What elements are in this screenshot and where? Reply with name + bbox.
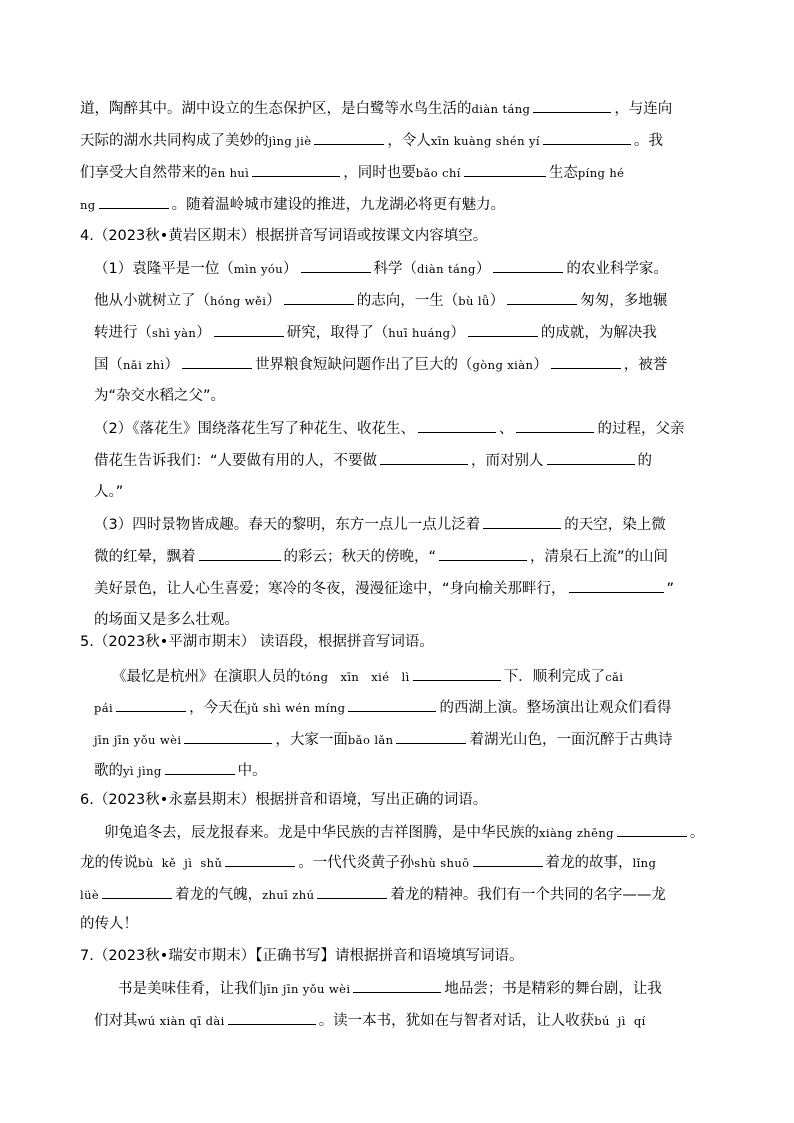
pinyin: zhuī zhú [262,888,315,902]
q6-line-2 [80,852,656,873]
answer-blank[interactable] [551,354,621,369]
q5-line-1 [112,666,623,687]
text: 的农业科学家。 [566,261,668,277]
text: ，被誉 [623,357,668,373]
text: 借花生告诉我们：“人要做有用的人，不要做 [94,453,378,469]
text: 、 [498,421,514,437]
text: 微的红晕，飘着 [94,549,196,565]
text: 卯兔追冬去，辰龙报春来。龙是中华民族的吉祥图腾，是中华民族的 [104,825,539,841]
intro-line-3 [80,162,624,183]
answer-blank[interactable] [483,514,561,529]
pinyin: jìng jiè [268,134,312,148]
answer-blank[interactable] [99,194,169,209]
pinyin: jǔ shì wén míng [247,701,346,715]
pinyin: cǎi [605,670,624,684]
question-title: 5.（2023秋•平湖市期末） 读语段，根据拼音写词语。 [80,634,434,650]
pinyin: yì jìng [123,764,162,778]
answer-blank[interactable] [493,258,563,273]
q4-line-1 [94,258,668,279]
pinyin: wú xiàn qī dài [137,1014,225,1028]
answer-blank[interactable] [353,978,441,993]
pinyin: nǎi zhì [123,358,165,372]
text: 美好景色，让人心生喜爱；寒冷的冬夜，漫漫征途中，“身向榆关那畔行， [94,581,566,597]
pinyin: ēn huì [210,166,250,180]
pinyin: diàn táng [417,262,476,276]
answer-blank[interactable] [617,822,687,837]
text: 着龙的故事， [545,855,633,871]
answer-blank[interactable] [473,852,543,867]
answer-blank[interactable] [165,760,235,775]
answer-blank[interactable] [533,98,611,113]
text: 的成就，为解决我 [540,325,657,341]
pinyin: pái [94,701,114,715]
answer-blank[interactable] [252,162,340,177]
text: 着龙的气魄， [175,887,263,903]
text: ，清泉石上流”的山间 [530,549,669,565]
answer-blank[interactable] [543,130,631,145]
q4-line-2 [94,290,667,311]
question-4-title [80,226,487,246]
text: 。我 [633,133,663,149]
text: ） [283,261,298,277]
text: 匆匆，多地辗 [580,293,668,309]
q4-line-4 [94,354,667,375]
answer-blank[interactable] [380,450,468,465]
question-title: 6.（2023秋•永嘉县期末）根据拼音和语境，写出正确的词语。 [80,792,488,808]
intro-line-2 [80,130,663,151]
answer-blank[interactable] [413,666,501,681]
text: 国（ [94,357,123,373]
pinyin: shì yàn [152,326,197,340]
q5-line-4 [94,760,267,781]
intro-line-4 [80,194,505,215]
text: （3）四时景物皆成趣。春天的黎明，东方一点儿一点儿泛着 [94,517,481,533]
text: 转进行（ [94,325,152,341]
pinyin: jīn jīn yǒu wèi [263,982,351,996]
answer-blank[interactable] [396,729,466,744]
text: 地品尝；书是精彩的舞台剧，让我 [444,981,662,997]
text: ，今天在 [189,700,248,716]
answer-blank[interactable] [569,578,664,593]
text: ） [450,325,465,341]
pinyin: bù lǚ [458,294,490,308]
q4-line-7 [94,450,652,471]
text: ，而对别人 [471,453,544,469]
text: 。一代代炎黄子孙 [298,855,415,871]
pinyin: bǎo lǎn [347,733,394,747]
text: 天际的湖水共同构成了美妙的 [80,133,269,149]
answer-blank[interactable] [317,884,387,899]
text: 的天空，染上微 [564,517,666,533]
text: 书是美味佳肴，让我们 [118,981,263,997]
answer-blank[interactable] [516,418,594,433]
question-7-title [80,946,524,966]
q4-line-9 [94,514,666,535]
q4-line-11 [94,578,674,599]
pinyin: mìn yóu [233,262,284,276]
q4-line-8 [94,482,123,502]
answer-blank[interactable] [439,546,527,561]
answer-blank[interactable] [464,162,546,177]
text: 的过程，父亲 [597,421,685,437]
pinyin: xiàng zhēng [539,826,614,840]
pinyin: hóng wěi [210,294,267,308]
text: 们对其 [94,1013,138,1029]
q4-line-5 [94,386,225,406]
answer-blank[interactable] [214,322,284,337]
q7-line-1 [118,978,662,999]
answer-blank[interactable] [225,852,295,867]
text: ） [475,261,491,277]
answer-blank[interactable] [228,1010,316,1025]
text: ） [196,325,211,341]
text: 为“杂交水稻之父”。 [94,388,226,404]
text: ） [266,293,281,309]
q6-line-4 [80,914,138,934]
question-title: 7.（2023秋•瑞安市期末）【正确书写】请根据拼音和语境填写词语。 [80,948,524,964]
answer-blank[interactable] [418,418,496,433]
pinyin: jīn jīn yǒu wèi [94,733,182,747]
intro-line-1 [80,98,672,119]
text: 下．顺利完成了 [503,669,606,685]
pinyin: bú jì qí [594,1014,646,1028]
q5-line-3 [94,729,672,750]
answer-blank[interactable] [102,884,172,899]
text: 的传人！ [80,916,138,932]
q7-line-2 [94,1010,646,1031]
text: 研究，取得了（ [286,325,389,341]
text: 。随着温岭城市建设的推进，九龙湖必将更有魅力。 [171,197,506,213]
text: ” [666,581,675,597]
pinyin: tóng xīn xié lì [300,670,410,684]
text: ，同时也要 [343,165,416,181]
text: （2）《落花生》围绕落花生写了种花生、收花生、 [94,421,415,437]
pinyin: píng hé [577,166,625,180]
text: 歌的 [94,763,123,779]
text: 龙的传说 [80,855,138,871]
answer-blank[interactable] [301,258,371,273]
answer-blank[interactable] [199,546,281,561]
text: （1）袁隆平是一位（ [94,261,234,277]
text: 的彩云；秋天的傍晚，“ [283,549,437,565]
question-5-title [80,632,434,652]
pinyin: lǐng [632,856,657,870]
pinyin: huī huáng [388,326,451,340]
question-6-title [80,790,487,810]
text: ） [164,357,180,373]
text: 《最忆是杭州》在演职人员的 [112,669,301,685]
text: 他从小就树立了（ [94,293,210,309]
answer-blank[interactable] [182,354,252,369]
text: 的场面又是多么壮观。 [94,612,239,628]
answer-blank[interactable] [547,450,635,465]
pinyin: bǎo chí [415,166,461,180]
question-title: 4.（2023秋•黄岩区期末）根据拼音写词语或按课文内容填空。 [80,228,488,244]
text: 着龙的精神。我们有一个共同的名字——龙 [390,887,666,903]
pinyin: lüè [80,888,100,902]
text: 着湖光山色，一面沉醉于古典诗 [469,732,673,748]
text: 。 [689,825,705,841]
q4-line-3 [94,322,657,343]
pinyin: diàn táng [471,102,531,116]
text: ，令人 [387,133,431,149]
text: ） [489,293,505,309]
text: 的志向，一生（ [356,293,459,309]
q4-line-12 [94,610,239,630]
q5-line-2 [94,697,671,718]
pinyin: xīn kuàng shén yí [430,134,540,148]
text: 道，陶醉其中。湖中设立的生态保护区，是白鹭等水鸟生活的 [80,101,472,117]
text: ，大家一面 [275,732,348,748]
text: 世界粮食短缺问题作出了巨大的（ [255,357,473,373]
answer-blank[interactable] [468,322,538,337]
answer-blank[interactable] [284,290,354,305]
answer-blank[interactable] [507,290,577,305]
text: 的西湖上演。整场演出让观众们看得 [439,700,672,716]
answer-blank[interactable] [184,729,272,744]
pinyin: gòng xiàn [472,358,534,372]
text: ） [533,357,548,373]
q6-line-3 [80,884,666,905]
pinyin: bù kě jì shǔ [138,856,223,870]
text: 生态 [548,165,578,181]
text: 们享受大自然带来的 [80,165,211,181]
answer-blank[interactable] [348,697,436,712]
text: 的 [637,453,653,469]
text: 中。 [237,763,267,779]
q4-line-6 [94,418,684,439]
pinyin: shù shuō [414,856,470,870]
text: 人。” [94,484,124,500]
q4-line-10 [94,546,668,567]
text: 。读一本书，犹如在与智者对话，让人收获 [318,1013,595,1029]
pinyin: ng [80,198,96,212]
q6-line-1 [104,822,704,843]
answer-blank[interactable] [314,130,384,145]
text: 科学（ [373,261,418,277]
answer-blank[interactable] [116,697,186,712]
text: ，与连向 [614,101,673,117]
